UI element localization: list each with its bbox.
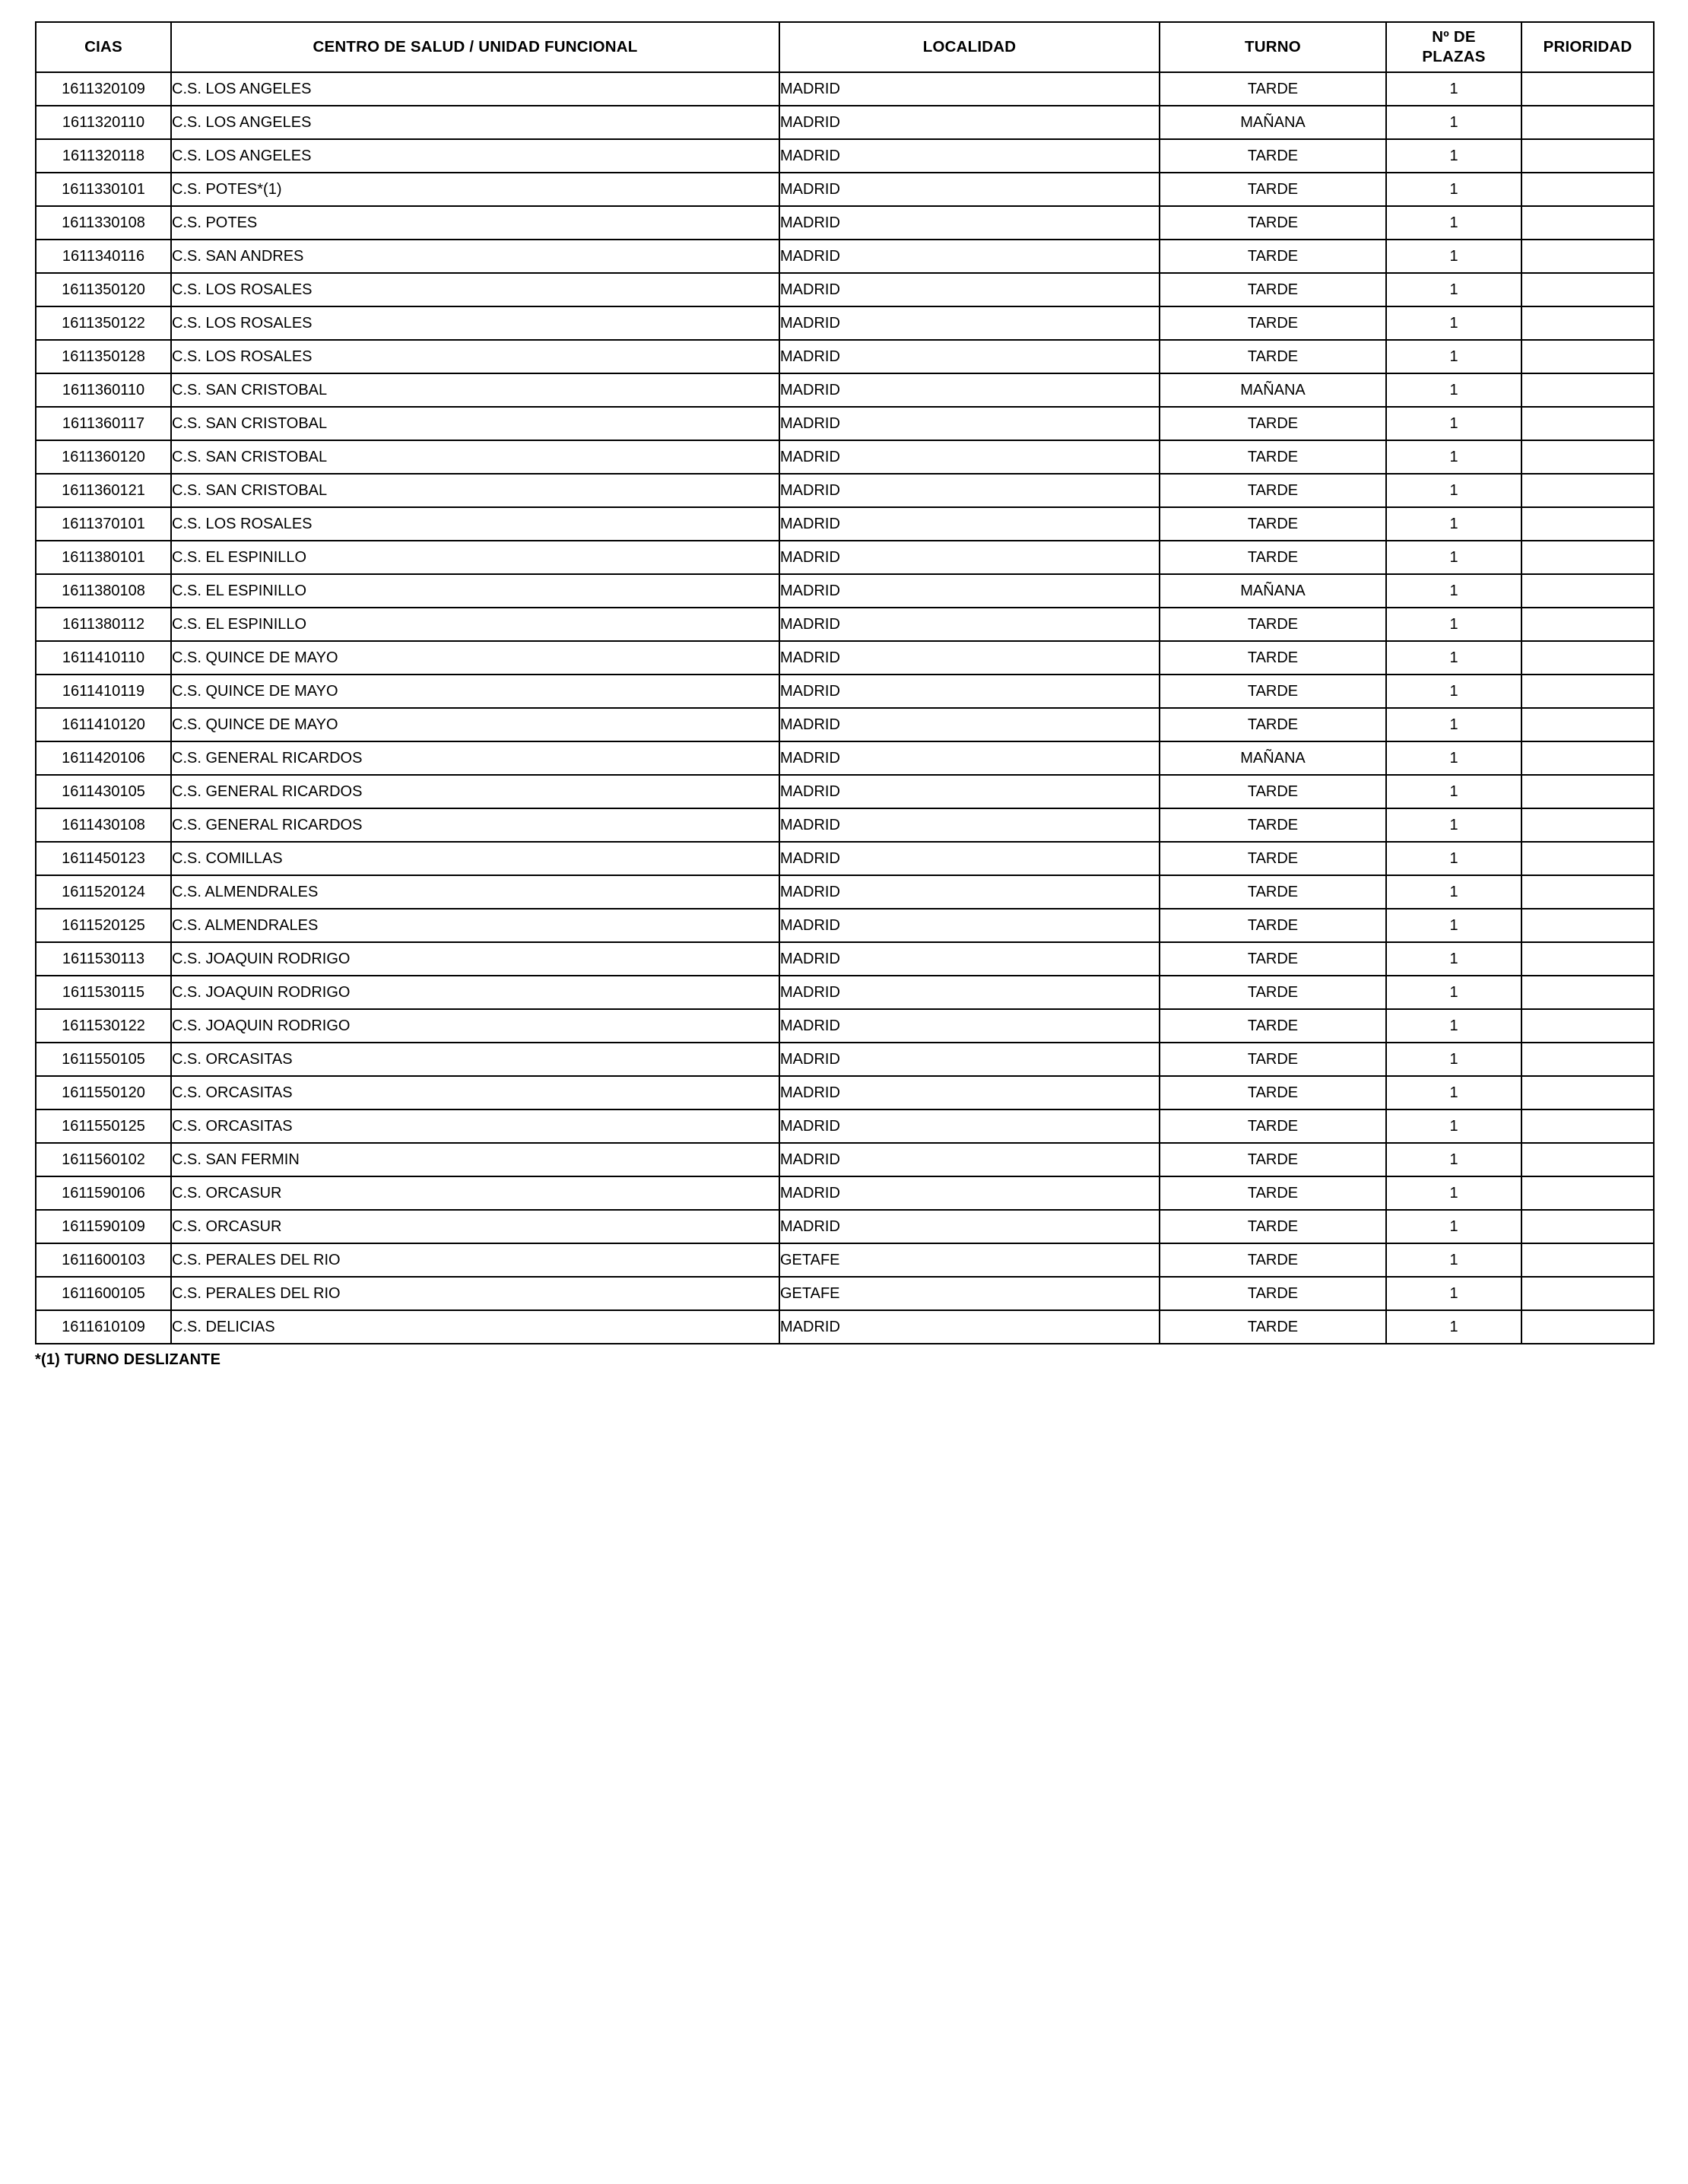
cell-localidad: MADRID bbox=[779, 675, 1160, 708]
cell-centro: C.S. ALMENDRALES bbox=[171, 909, 779, 942]
cell-prioridad bbox=[1521, 541, 1654, 574]
cell-turno: TARDE bbox=[1160, 306, 1386, 340]
cell-prioridad bbox=[1521, 842, 1654, 875]
cell-centro: C.S. ORCASITAS bbox=[171, 1076, 779, 1109]
cell-plazas: 1 bbox=[1386, 507, 1521, 541]
cell-localidad: MADRID bbox=[779, 206, 1160, 240]
table-row bbox=[36, 1243, 1654, 1277]
cell-prioridad bbox=[1521, 574, 1654, 608]
cell-prioridad bbox=[1521, 675, 1654, 708]
cell-turno: TARDE bbox=[1160, 240, 1386, 273]
table-row bbox=[36, 1210, 1654, 1243]
cell-turno: TARDE bbox=[1160, 708, 1386, 741]
cell-turno: TARDE bbox=[1160, 340, 1386, 373]
table-header-row bbox=[36, 22, 1654, 72]
cell-turno: TARDE bbox=[1160, 942, 1386, 976]
cell-prioridad bbox=[1521, 1210, 1654, 1243]
cell-turno: TARDE bbox=[1160, 1043, 1386, 1076]
table-row bbox=[36, 273, 1654, 306]
cell-cias: 1611550120 bbox=[36, 1076, 171, 1109]
cell-cias: 1611430108 bbox=[36, 808, 171, 842]
table-row bbox=[36, 842, 1654, 875]
cell-cias: 1611410110 bbox=[36, 641, 171, 675]
cell-localidad: MADRID bbox=[779, 1210, 1160, 1243]
table-row bbox=[36, 1310, 1654, 1344]
cell-centro: C.S. GENERAL RICARDOS bbox=[171, 808, 779, 842]
table-row bbox=[36, 675, 1654, 708]
cell-cias: 1611410119 bbox=[36, 675, 171, 708]
cell-turno: TARDE bbox=[1160, 641, 1386, 675]
cell-centro: C.S. ORCASITAS bbox=[171, 1109, 779, 1143]
cell-turno: TARDE bbox=[1160, 1277, 1386, 1310]
cell-cias: 1611530122 bbox=[36, 1009, 171, 1043]
cell-plazas: 1 bbox=[1386, 1277, 1521, 1310]
cell-localidad: MADRID bbox=[779, 306, 1160, 340]
cell-localidad: MADRID bbox=[779, 1109, 1160, 1143]
cell-localidad: MADRID bbox=[779, 273, 1160, 306]
cell-localidad: MADRID bbox=[779, 708, 1160, 741]
cell-plazas: 1 bbox=[1386, 541, 1521, 574]
cell-centro: C.S. JOAQUIN RODRIGO bbox=[171, 1009, 779, 1043]
cell-centro: C.S. LOS ROSALES bbox=[171, 273, 779, 306]
cell-centro: C.S. POTES bbox=[171, 206, 779, 240]
cell-cias: 1611350120 bbox=[36, 273, 171, 306]
table-body bbox=[36, 72, 1654, 1344]
cell-plazas: 1 bbox=[1386, 775, 1521, 808]
cell-cias: 1611420106 bbox=[36, 741, 171, 775]
table-row bbox=[36, 240, 1654, 273]
vacancies-table bbox=[35, 21, 1655, 1344]
cell-turno: TARDE bbox=[1160, 206, 1386, 240]
cell-plazas: 1 bbox=[1386, 206, 1521, 240]
cell-plazas: 1 bbox=[1386, 1043, 1521, 1076]
cell-turno: TARDE bbox=[1160, 775, 1386, 808]
cell-cias: 1611320110 bbox=[36, 106, 171, 139]
cell-localidad: MADRID bbox=[779, 942, 1160, 976]
cell-turno: TARDE bbox=[1160, 1176, 1386, 1210]
cell-localidad: MADRID bbox=[779, 407, 1160, 440]
cell-turno: TARDE bbox=[1160, 507, 1386, 541]
cell-cias: 1611590109 bbox=[36, 1210, 171, 1243]
cell-prioridad bbox=[1521, 1143, 1654, 1176]
column-header-turno: TURNO bbox=[1160, 22, 1386, 72]
cell-localidad: MADRID bbox=[779, 72, 1160, 106]
cell-prioridad bbox=[1521, 708, 1654, 741]
cell-prioridad bbox=[1521, 1043, 1654, 1076]
cell-cias: 1611530113 bbox=[36, 942, 171, 976]
cell-cias: 1611450123 bbox=[36, 842, 171, 875]
cell-localidad: MADRID bbox=[779, 373, 1160, 407]
cell-turno: TARDE bbox=[1160, 808, 1386, 842]
cell-plazas: 1 bbox=[1386, 106, 1521, 139]
cell-cias: 1611560102 bbox=[36, 1143, 171, 1176]
cell-turno: TARDE bbox=[1160, 1243, 1386, 1277]
cell-centro: C.S. PERALES DEL RIO bbox=[171, 1277, 779, 1310]
cell-centro: C.S. QUINCE DE MAYO bbox=[171, 675, 779, 708]
cell-plazas: 1 bbox=[1386, 842, 1521, 875]
cell-cias: 1611430105 bbox=[36, 775, 171, 808]
column-header-centro: CENTRO DE SALUD / UNIDAD FUNCIONAL bbox=[171, 22, 779, 72]
cell-turno: TARDE bbox=[1160, 909, 1386, 942]
cell-plazas: 1 bbox=[1386, 306, 1521, 340]
cell-plazas: 1 bbox=[1386, 1243, 1521, 1277]
table-row bbox=[36, 909, 1654, 942]
cell-plazas: 1 bbox=[1386, 608, 1521, 641]
cell-prioridad bbox=[1521, 1009, 1654, 1043]
cell-plazas: 1 bbox=[1386, 72, 1521, 106]
table-row bbox=[36, 641, 1654, 675]
cell-centro: C.S. ALMENDRALES bbox=[171, 875, 779, 909]
cell-prioridad bbox=[1521, 976, 1654, 1009]
cell-plazas: 1 bbox=[1386, 1176, 1521, 1210]
table-row bbox=[36, 1043, 1654, 1076]
cell-centro: C.S. LOS ROSALES bbox=[171, 507, 779, 541]
table-row bbox=[36, 340, 1654, 373]
cell-plazas: 1 bbox=[1386, 708, 1521, 741]
cell-plazas: 1 bbox=[1386, 1109, 1521, 1143]
cell-prioridad bbox=[1521, 1109, 1654, 1143]
cell-cias: 1611550125 bbox=[36, 1109, 171, 1143]
cell-prioridad bbox=[1521, 741, 1654, 775]
column-header-plazas-line1: Nº DE bbox=[1432, 28, 1476, 46]
cell-localidad: MADRID bbox=[779, 608, 1160, 641]
cell-centro: C.S. ORCASITAS bbox=[171, 1043, 779, 1076]
cell-turno: TARDE bbox=[1160, 1076, 1386, 1109]
table-row bbox=[36, 875, 1654, 909]
table-row bbox=[36, 206, 1654, 240]
cell-prioridad bbox=[1521, 340, 1654, 373]
cell-centro: C.S. SAN ANDRES bbox=[171, 240, 779, 273]
cell-plazas: 1 bbox=[1386, 909, 1521, 942]
cell-cias: 1611370101 bbox=[36, 507, 171, 541]
cell-turno: TARDE bbox=[1160, 541, 1386, 574]
cell-prioridad bbox=[1521, 106, 1654, 139]
cell-turno: TARDE bbox=[1160, 407, 1386, 440]
cell-localidad: MADRID bbox=[779, 1143, 1160, 1176]
table-row bbox=[36, 507, 1654, 541]
cell-localidad: MADRID bbox=[779, 106, 1160, 139]
cell-prioridad bbox=[1521, 909, 1654, 942]
cell-centro: C.S. PERALES DEL RIO bbox=[171, 1243, 779, 1277]
cell-localidad: MADRID bbox=[779, 1076, 1160, 1109]
cell-turno: TARDE bbox=[1160, 139, 1386, 173]
column-header-plazas-line2: PLAZAS bbox=[1422, 48, 1486, 65]
cell-plazas: 1 bbox=[1386, 407, 1521, 440]
table-row bbox=[36, 608, 1654, 641]
cell-localidad: MADRID bbox=[779, 641, 1160, 675]
cell-prioridad bbox=[1521, 240, 1654, 273]
cell-localidad: MADRID bbox=[779, 541, 1160, 574]
column-header-cias: CIAS bbox=[36, 22, 171, 72]
cell-centro: C.S. EL ESPINILLO bbox=[171, 574, 779, 608]
table-row bbox=[36, 106, 1654, 139]
cell-centro: C.S. DELICIAS bbox=[171, 1310, 779, 1344]
cell-cias: 1611330108 bbox=[36, 206, 171, 240]
table-row bbox=[36, 741, 1654, 775]
table-row bbox=[36, 775, 1654, 808]
cell-centro: C.S. EL ESPINILLO bbox=[171, 608, 779, 641]
table-row bbox=[36, 1076, 1654, 1109]
cell-plazas: 1 bbox=[1386, 1009, 1521, 1043]
cell-prioridad bbox=[1521, 206, 1654, 240]
cell-plazas: 1 bbox=[1386, 1143, 1521, 1176]
cell-cias: 1611340116 bbox=[36, 240, 171, 273]
table-row bbox=[36, 139, 1654, 173]
cell-plazas: 1 bbox=[1386, 240, 1521, 273]
cell-plazas: 1 bbox=[1386, 273, 1521, 306]
cell-turno: MAÑANA bbox=[1160, 741, 1386, 775]
cell-prioridad bbox=[1521, 139, 1654, 173]
cell-plazas: 1 bbox=[1386, 741, 1521, 775]
cell-localidad: MADRID bbox=[779, 741, 1160, 775]
table-row bbox=[36, 373, 1654, 407]
cell-turno: TARDE bbox=[1160, 1210, 1386, 1243]
cell-localidad: MADRID bbox=[779, 474, 1160, 507]
cell-prioridad bbox=[1521, 942, 1654, 976]
cell-localidad: MADRID bbox=[779, 340, 1160, 373]
cell-plazas: 1 bbox=[1386, 139, 1521, 173]
table-row bbox=[36, 474, 1654, 507]
cell-turno: TARDE bbox=[1160, 1009, 1386, 1043]
cell-localidad: MADRID bbox=[779, 173, 1160, 206]
cell-prioridad bbox=[1521, 507, 1654, 541]
cell-centro: C.S. ORCASUR bbox=[171, 1210, 779, 1243]
cell-cias: 1611350128 bbox=[36, 340, 171, 373]
cell-cias: 1611520125 bbox=[36, 909, 171, 942]
cell-plazas: 1 bbox=[1386, 474, 1521, 507]
cell-centro: C.S. SAN CRISTOBAL bbox=[171, 373, 779, 407]
cell-turno: TARDE bbox=[1160, 976, 1386, 1009]
cell-cias: 1611330101 bbox=[36, 173, 171, 206]
cell-localidad: MADRID bbox=[779, 808, 1160, 842]
cell-localidad: MADRID bbox=[779, 507, 1160, 541]
table-row bbox=[36, 1143, 1654, 1176]
table-row bbox=[36, 173, 1654, 206]
cell-cias: 1611380112 bbox=[36, 608, 171, 641]
cell-turno: TARDE bbox=[1160, 675, 1386, 708]
cell-localidad: MADRID bbox=[779, 909, 1160, 942]
cell-prioridad bbox=[1521, 1176, 1654, 1210]
cell-plazas: 1 bbox=[1386, 340, 1521, 373]
cell-centro: C.S. LOS ANGELES bbox=[171, 139, 779, 173]
cell-plazas: 1 bbox=[1386, 976, 1521, 1009]
cell-centro: C.S. LOS ROSALES bbox=[171, 306, 779, 340]
cell-turno: MAÑANA bbox=[1160, 574, 1386, 608]
cell-centro: C.S. SAN CRISTOBAL bbox=[171, 440, 779, 474]
cell-localidad: GETAFE bbox=[779, 1277, 1160, 1310]
cell-turno: TARDE bbox=[1160, 440, 1386, 474]
cell-prioridad bbox=[1521, 440, 1654, 474]
cell-turno: TARDE bbox=[1160, 1310, 1386, 1344]
cell-plazas: 1 bbox=[1386, 574, 1521, 608]
cell-localidad: MADRID bbox=[779, 875, 1160, 909]
cell-plazas: 1 bbox=[1386, 942, 1521, 976]
column-header-prioridad: PRIORIDAD bbox=[1521, 22, 1654, 72]
cell-cias: 1611550105 bbox=[36, 1043, 171, 1076]
cell-centro: C.S. JOAQUIN RODRIGO bbox=[171, 942, 779, 976]
cell-plazas: 1 bbox=[1386, 1210, 1521, 1243]
cell-cias: 1611360121 bbox=[36, 474, 171, 507]
cell-prioridad bbox=[1521, 608, 1654, 641]
cell-turno: TARDE bbox=[1160, 72, 1386, 106]
cell-plazas: 1 bbox=[1386, 440, 1521, 474]
cell-localidad: MADRID bbox=[779, 574, 1160, 608]
cell-cias: 1611350122 bbox=[36, 306, 171, 340]
cell-prioridad bbox=[1521, 641, 1654, 675]
cell-cias: 1611360110 bbox=[36, 373, 171, 407]
cell-turno: TARDE bbox=[1160, 842, 1386, 875]
cell-cias: 1611380108 bbox=[36, 574, 171, 608]
table-footnote: *(1) TURNO DESLIZANTE bbox=[35, 1351, 221, 1368]
table-row bbox=[36, 1277, 1654, 1310]
cell-centro: C.S. POTES*(1) bbox=[171, 173, 779, 206]
table-row bbox=[36, 541, 1654, 574]
cell-plazas: 1 bbox=[1386, 675, 1521, 708]
cell-centro: C.S. GENERAL RICARDOS bbox=[171, 775, 779, 808]
cell-turno: TARDE bbox=[1160, 474, 1386, 507]
cell-prioridad bbox=[1521, 1076, 1654, 1109]
cell-cias: 1611530115 bbox=[36, 976, 171, 1009]
cell-localidad: MADRID bbox=[779, 775, 1160, 808]
cell-centro: C.S. LOS ANGELES bbox=[171, 106, 779, 139]
table-header bbox=[36, 22, 1654, 72]
cell-centro: C.S. QUINCE DE MAYO bbox=[171, 708, 779, 741]
cell-localidad: GETAFE bbox=[779, 1243, 1160, 1277]
column-header-plazas bbox=[1386, 22, 1521, 72]
table-row bbox=[36, 407, 1654, 440]
cell-centro: C.S. LOS ANGELES bbox=[171, 72, 779, 106]
table-row bbox=[36, 1176, 1654, 1210]
cell-prioridad bbox=[1521, 1310, 1654, 1344]
cell-centro: C.S. SAN CRISTOBAL bbox=[171, 407, 779, 440]
cell-localidad: MADRID bbox=[779, 842, 1160, 875]
cell-turno: TARDE bbox=[1160, 875, 1386, 909]
cell-centro: C.S. JOAQUIN RODRIGO bbox=[171, 976, 779, 1009]
cell-cias: 1611520124 bbox=[36, 875, 171, 909]
cell-prioridad bbox=[1521, 775, 1654, 808]
cell-localidad: MADRID bbox=[779, 139, 1160, 173]
cell-prioridad bbox=[1521, 306, 1654, 340]
cell-cias: 1611380101 bbox=[36, 541, 171, 574]
table-row bbox=[36, 574, 1654, 608]
cell-turno: MAÑANA bbox=[1160, 106, 1386, 139]
column-header-localidad: LOCALIDAD bbox=[779, 22, 1160, 72]
cell-plazas: 1 bbox=[1386, 173, 1521, 206]
cell-prioridad bbox=[1521, 1277, 1654, 1310]
cell-prioridad bbox=[1521, 373, 1654, 407]
cell-prioridad bbox=[1521, 173, 1654, 206]
cell-prioridad bbox=[1521, 72, 1654, 106]
cell-localidad: MADRID bbox=[779, 1310, 1160, 1344]
cell-cias: 1611600103 bbox=[36, 1243, 171, 1277]
cell-centro: C.S. COMILLAS bbox=[171, 842, 779, 875]
cell-plazas: 1 bbox=[1386, 641, 1521, 675]
cell-prioridad bbox=[1521, 875, 1654, 909]
cell-cias: 1611410120 bbox=[36, 708, 171, 741]
table-row bbox=[36, 1109, 1654, 1143]
cell-localidad: MADRID bbox=[779, 1009, 1160, 1043]
cell-turno: TARDE bbox=[1160, 173, 1386, 206]
cell-prioridad bbox=[1521, 407, 1654, 440]
cell-localidad: MADRID bbox=[779, 1043, 1160, 1076]
cell-localidad: MADRID bbox=[779, 976, 1160, 1009]
cell-cias: 1611320109 bbox=[36, 72, 171, 106]
cell-cias: 1611360120 bbox=[36, 440, 171, 474]
cell-centro: C.S. ORCASUR bbox=[171, 1176, 779, 1210]
cell-plazas: 1 bbox=[1386, 875, 1521, 909]
cell-turno: TARDE bbox=[1160, 608, 1386, 641]
cell-turno: MAÑANA bbox=[1160, 373, 1386, 407]
cell-plazas: 1 bbox=[1386, 373, 1521, 407]
cell-localidad: MADRID bbox=[779, 440, 1160, 474]
cell-localidad: MADRID bbox=[779, 240, 1160, 273]
cell-plazas: 1 bbox=[1386, 1310, 1521, 1344]
cell-cias: 1611600105 bbox=[36, 1277, 171, 1310]
table-row bbox=[36, 72, 1654, 106]
table-row bbox=[36, 808, 1654, 842]
cell-prioridad bbox=[1521, 474, 1654, 507]
table-row bbox=[36, 306, 1654, 340]
cell-centro: C.S. LOS ROSALES bbox=[171, 340, 779, 373]
cell-prioridad bbox=[1521, 1243, 1654, 1277]
cell-centro: C.S. SAN CRISTOBAL bbox=[171, 474, 779, 507]
cell-centro: C.S. GENERAL RICARDOS bbox=[171, 741, 779, 775]
table-row bbox=[36, 976, 1654, 1009]
cell-cias: 1611320118 bbox=[36, 139, 171, 173]
cell-centro: C.S. EL ESPINILLO bbox=[171, 541, 779, 574]
table-row bbox=[36, 942, 1654, 976]
cell-plazas: 1 bbox=[1386, 1076, 1521, 1109]
cell-turno: TARDE bbox=[1160, 1143, 1386, 1176]
cell-centro: C.S. QUINCE DE MAYO bbox=[171, 641, 779, 675]
cell-turno: TARDE bbox=[1160, 1109, 1386, 1143]
cell-centro: C.S. SAN FERMIN bbox=[171, 1143, 779, 1176]
table-row bbox=[36, 708, 1654, 741]
cell-turno: TARDE bbox=[1160, 273, 1386, 306]
cell-prioridad bbox=[1521, 273, 1654, 306]
cell-prioridad bbox=[1521, 808, 1654, 842]
cell-localidad: MADRID bbox=[779, 1176, 1160, 1210]
cell-cias: 1611610109 bbox=[36, 1310, 171, 1344]
table-row bbox=[36, 1009, 1654, 1043]
cell-cias: 1611360117 bbox=[36, 407, 171, 440]
table-row bbox=[36, 440, 1654, 474]
cell-cias: 1611590106 bbox=[36, 1176, 171, 1210]
cell-plazas: 1 bbox=[1386, 808, 1521, 842]
